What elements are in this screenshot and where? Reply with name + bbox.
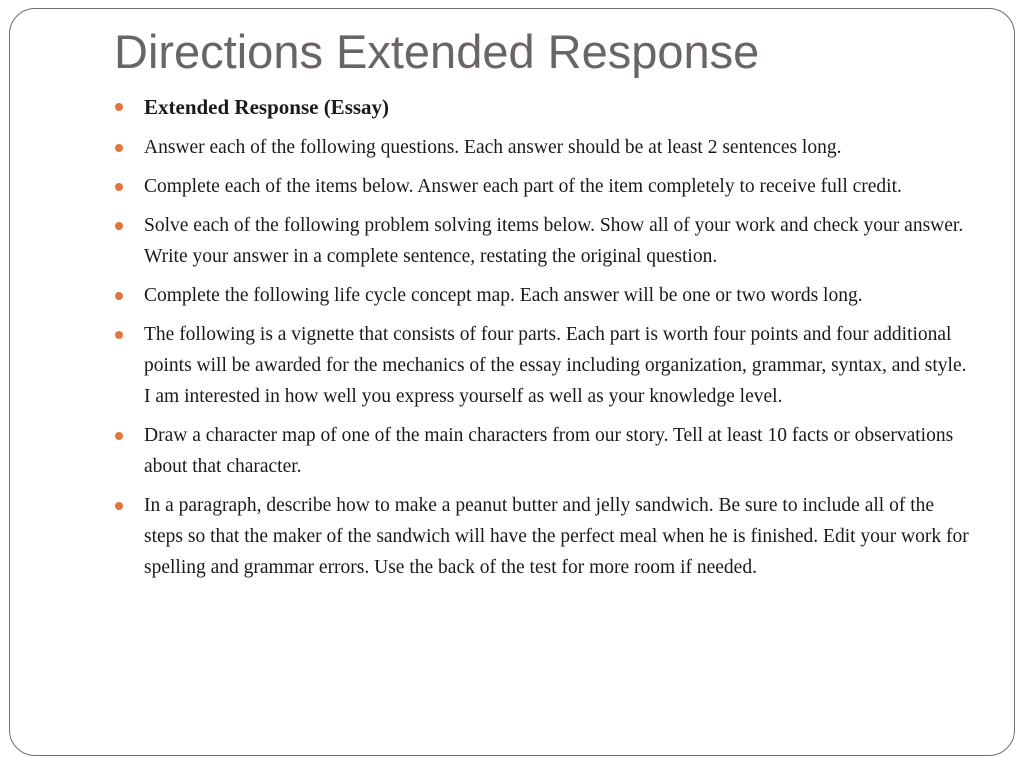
bullet-list [112,92,974,591]
bullet-text: In a paragraph, describe how to make a peanut butter and jelly sandwich. Be sure to include all of the steps so that the maker of the sandwich will have the perfect meal when he is finished. Edit your work for spelling and grammar errors. Use the back of the test for more room if needed. [144,495,969,578]
bullet-dot-icon [115,432,123,440]
bullet-item-vignette [112,319,974,412]
bullet-dot-icon [115,144,123,152]
bullet-text: Solve each of the following problem solving items below. Show all of your work and check your answer. Write your answer in a complete sentence, restating the original question. [144,215,964,267]
slide-title: Directions Extended Response [114,25,760,78]
bullet-item-essay-heading [112,92,974,123]
bullet-text: Complete the following life cycle concept map. Each answer will be one or two words long. [144,285,863,306]
bullet-item-items [112,171,974,202]
bullet-dot-icon [115,103,123,111]
bullet-item-concept-map [112,280,974,311]
bullet-item-questions [112,132,974,163]
bullet-text: The following is a vignette that consists of four parts. Each part is worth four points and four additional points will be awarded for the mechanics of the essay including organization, grammar, syntax, and style. I am interested in how well you express yourself as well as your knowledge level. [144,324,967,407]
bullet-item-problem-solving [112,210,974,272]
bullet-dot-icon [115,222,123,230]
bullet-text: Complete each of the items below. Answer each part of the item completely to receive full credit. [144,176,902,197]
bullet-text: Draw a character map of one of the main characters from our story. Tell at least 10 facts or observations about that character. [144,425,954,477]
bullet-text: Answer each of the following questions. Each answer should be at least 2 sentences long. [144,137,842,158]
bullet-text: Extended Response (Essay) [144,95,390,119]
bullet-dot-icon [115,331,123,339]
bullet-dot-icon [115,502,123,510]
bullet-item-paragraph [112,490,974,583]
bullet-dot-icon [115,292,123,300]
bullet-item-character-map [112,420,974,482]
bullet-dot-icon [115,183,123,191]
